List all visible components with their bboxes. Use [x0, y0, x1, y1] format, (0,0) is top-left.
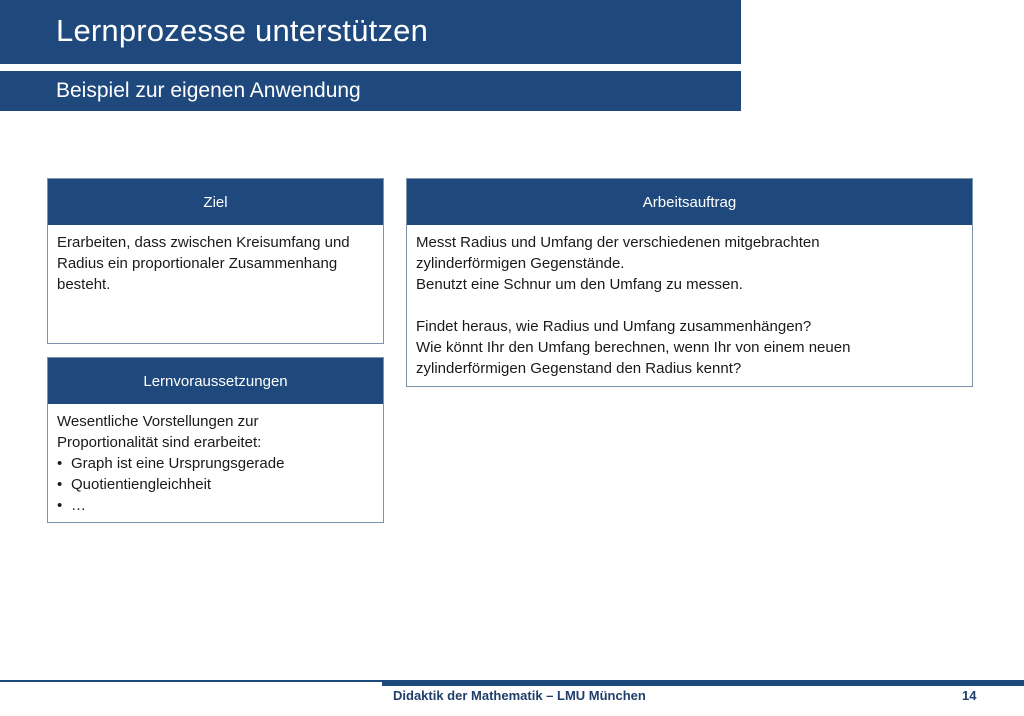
lernvoraussetzungen-heading: Lernvoraussetzungen: [48, 358, 383, 404]
list-item: • Quotientiengleichheit: [57, 474, 373, 495]
footer-text: Didaktik der Mathematik – LMU München: [393, 688, 646, 703]
arbeitsauftrag-line: Benutzt eine Schnur um den Umfang zu messen.: [416, 276, 743, 293]
subtitle-bar: [0, 71, 741, 111]
ziel-line: Erarbeiten, dass zwischen Kreisumfang und: [57, 234, 350, 251]
prerequisites-list: [57, 453, 373, 516]
arbeitsauftrag-box: [406, 178, 973, 387]
page-number: 14: [962, 688, 977, 703]
footer-divider: [0, 680, 382, 682]
lernvoraussetzungen-body: [48, 404, 383, 516]
ziel-heading: Ziel: [48, 179, 383, 225]
list-item: • Graph ist eine Ursprungsgerade: [57, 453, 373, 474]
arbeitsauftrag-body: [407, 225, 972, 379]
ziel-line: Radius ein proportionaler Zusammenhang: [57, 255, 338, 272]
arbeitsauftrag-line: Wie könnt Ihr den Umfang berechnen, wenn Ihr von einem neuen: [416, 339, 851, 356]
arbeitsauftrag-line: Messt Radius und Umfang der verschiedenen mitgebrachten: [416, 234, 820, 251]
paragraph-gap: [416, 295, 962, 316]
arbeitsauftrag-line: zylinderförmigen Gegenstände.: [416, 255, 625, 272]
list-item: • …: [57, 495, 373, 516]
page-title: Lernprozesse unterstützen: [56, 13, 429, 48]
footer-bar: [382, 680, 1024, 686]
arbeitsauftrag-line: zylinderförmigen Gegenstand den Radius kennt?: [416, 360, 742, 377]
page-subtitle: Beispiel zur eigenen Anwendung: [56, 79, 361, 102]
ziel-box: [47, 178, 384, 344]
arbeitsauftrag-line: Findet heraus, wie Radius und Umfang zusammenhängen?: [416, 318, 812, 335]
ziel-line: besteht.: [57, 276, 111, 293]
lernvoraussetzungen-box: [47, 357, 384, 523]
title-bar: [0, 0, 741, 64]
lernvoraussetzungen-line: Wesentliche Vorstellungen zur: [57, 413, 259, 430]
lernvoraussetzungen-line: Proportionalität sind erarbeitet:: [57, 434, 262, 451]
ziel-body: [48, 225, 383, 295]
arbeitsauftrag-heading: Arbeitsauftrag: [407, 179, 972, 225]
